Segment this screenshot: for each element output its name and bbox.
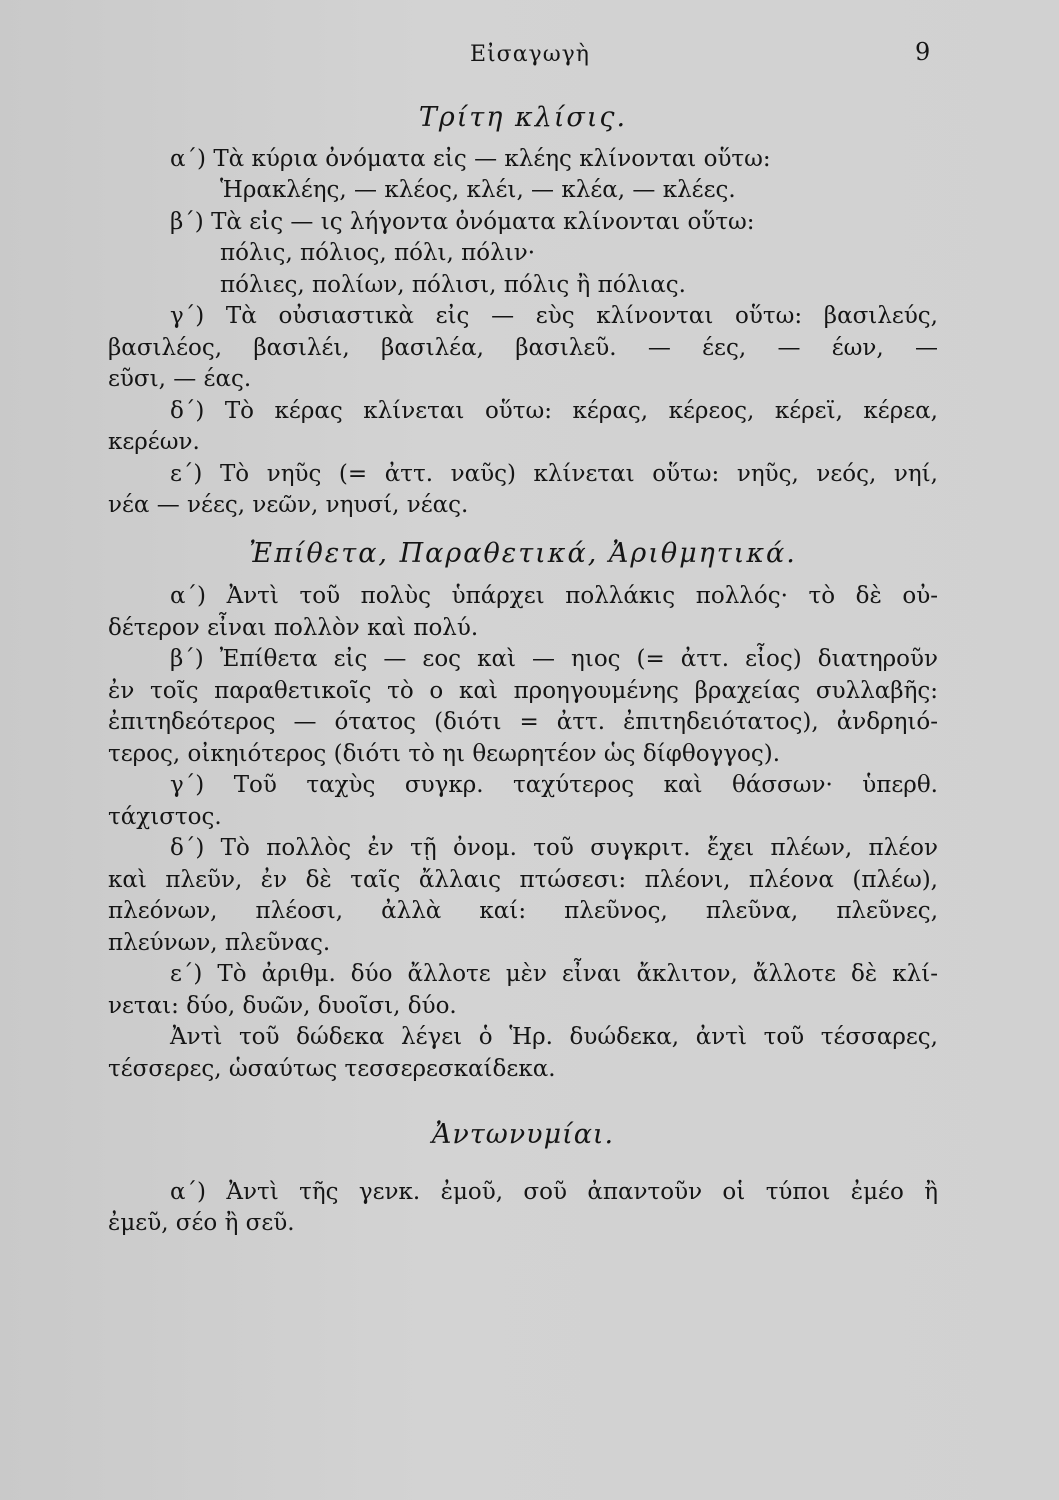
text-line: Ἡρακλέης, — κλέος, κλέι, — κλέα, — κλέες. [220, 177, 736, 203]
text-block [108, 102, 938, 1240]
text-line: τάχιστος. [108, 803, 222, 830]
text-line: δ΄) Τὸ πολλὸς ἐν τῇ ὀνομ. τοῦ συγκριτ. ἔχει πλέων, πλέον [170, 835, 938, 861]
text-line: α΄) Τὰ κύρια ὀνόματα εἰς — κλέης κλίνονται οὕτω: [170, 145, 771, 172]
text-line: α΄) Ἀντὶ τῆς γενκ. ἐμοῦ, σοῦ ἀπαντοῦν οἱ τύποι ἐμέο ἢ [170, 1178, 938, 1205]
text-line: Ἀντὶ τοῦ δώδεκα λέγει ὁ Ἡρ. δυώδεκα, ἀντὶ τοῦ τέσσαρες, [170, 1024, 938, 1050]
text-line: πλεύνων, πλεῦνας. [108, 929, 331, 956]
text-line: δ΄) Τὸ κέρας κλίνεται οὕτω: κέρας, κέρεος, κέρεϊ, κέρεα, [170, 397, 938, 424]
text-line: τερος, οἰκηιότερος (διότι τὸ ηι θεωρητέον ὡς δίφθογγος). [108, 740, 781, 767]
text-line: νεται: δύο, δυῶν, δυοῖσι, δύο. [108, 992, 457, 1019]
text-line: δέτερον εἶναι πολλὸν καὶ πολύ. [108, 614, 479, 641]
running-head: Εἰσαγωγὴ [470, 42, 590, 67]
text-line: τέσσερες, ὡσαύτως τεσσερεσκαίδεκα. [108, 1055, 556, 1082]
text-line: καὶ πλεῦν, ἐν δὲ ταῖς ἄλλαις πτώσεσι: πλέονι, πλέονα (πλέω), [108, 866, 938, 893]
text-line: πόλιες, πολίων, πόλισι, πόλις ἢ πόλιας. [220, 271, 686, 298]
text-line: α΄) Ἀντὶ τοῦ πολὺς ὑπάρχει πολλάκις πολλός· τὸ δὲ οὐ- [170, 583, 938, 609]
text-line: ε΄) Τὸ νηῦς (= ἀττ. ναῦς) κλίνεται οὕτω: νηῦς, νεός, νηί, [170, 460, 938, 487]
text-line: β΄) Ἐπίθετα εἰς — εος καὶ — ηιος (= ἀττ. εἶος) διατηροῦν [170, 646, 938, 672]
section-title-third-declension: Τρίτη κλίσις. [418, 102, 628, 133]
text-line: ἐμεῦ, σέο ἢ σεῦ. [108, 1210, 295, 1236]
text-line: β΄) Τὰ εἰς — ις λήγοντα ὀνόματα κλίνονται οὕτω: [170, 208, 755, 235]
text-line: βασιλέος, βασιλέι, βασιλέα, βασιλεῦ. — έες, — έων, — [108, 334, 938, 361]
text-line: νέα — νέες, νεῶν, νηυσί, νέας. [108, 492, 469, 518]
text-line: γ΄) Τὰ οὐσιαστικὰ εἰς — εὺς κλίνονται οὕτω: βασιλεύς, [170, 303, 938, 329]
text-line: γ΄) Τοῦ ταχὺς συγκρ. ταχύτερος καὶ θάσσων· ὑπερθ. [170, 772, 938, 798]
text-line: ἐπιτηδεότερος — ότατος (διότι = ἀττ. ἐπιτηδειότατος), ἀνδρηιό- [108, 709, 938, 735]
text-line: εῦσι, — έας. [108, 366, 252, 392]
text-line: ἐν τοῖς παραθετικοῖς τὸ ο καὶ προηγουμένης βραχείας συλλαβῆς: [108, 677, 938, 704]
text-line: πόλις, πόλιος, πόλι, πόλιν· [220, 240, 536, 266]
text-line: πλεόνων, πλέοσι, ἀλλὰ καί: πλεῦνος, πλεῦνα, πλεῦνες, [108, 898, 938, 924]
text-line: κερέων. [108, 429, 200, 455]
section-title-pronouns: Ἀντωνυμίαι. [431, 1119, 615, 1150]
page-number: 9 [915, 38, 931, 66]
section-title-adjectives: Ἐπίθετα, Παραθετικά, Ἀριθμητικά. [249, 537, 797, 569]
text-line: ε΄) Τὸ ἀριθμ. δύο ἄλλοτε μὲν εἶναι ἄκλιτον, ἄλλοτε δὲ κλί- [170, 961, 938, 987]
